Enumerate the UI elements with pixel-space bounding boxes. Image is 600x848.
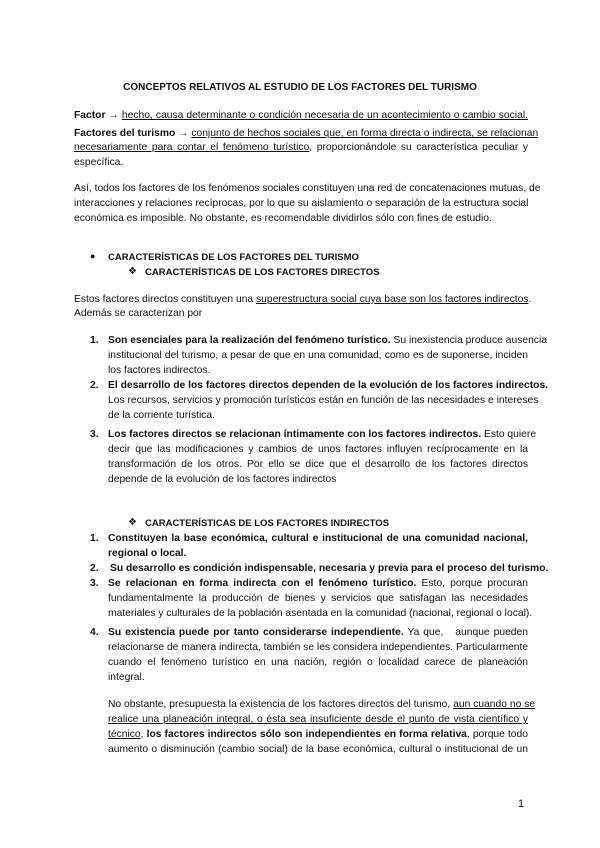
directos-item-2-line-3: de la corriente turística.	[108, 410, 216, 421]
indirectos-item-3-rest: Esto, porque procuran	[416, 578, 528, 589]
list-number: 3.	[90, 578, 99, 589]
list-number: 4.	[90, 627, 99, 638]
diamond-bullet-icon: ❖	[128, 517, 137, 528]
list-number: 2.	[90, 563, 99, 574]
directos-item-1-rest: Su inexistencia produce ausencia	[390, 335, 547, 346]
closing-line-2: realice una planeación integral, o ésta sea insuficiente desde el punto de vista científico y	[108, 714, 528, 725]
directos-item-1-line-3: los factores indirectos.	[108, 365, 211, 376]
directos-item-3-line-4: depende de la evolución de los factores indirectos	[108, 474, 337, 485]
heading-caracteristicas: CARACTERÍSTICAS DE LOS FACTORES DEL TURISMO	[108, 252, 359, 263]
closing-text-1: No obstante, presupuesta la existencia de los factores directos del turismo,	[108, 699, 451, 710]
indirectos-item-3-line-3: materiales y culturales de la población asentada en la comunidad (nacional, regional o local).	[108, 608, 533, 619]
closing-bold: los factores indirectos sólo son independientes en forma relativa	[146, 729, 467, 740]
closing-underlined-1: aun cuando no se	[453, 699, 536, 710]
directos-item-1-line-1	[108, 335, 547, 347]
directos-item-3-line-3: transformación de los otros. Por ello se dice que el desarrollo de los factores directos	[108, 459, 528, 470]
definition-factor	[74, 110, 528, 122]
indirectos-item-3-line-1	[108, 578, 528, 590]
indirectos-item-3-bold: Se relacionan en forma indirecta con el fenómeno turístico.	[108, 578, 417, 589]
definition-factores-turismo-line3: específica.	[74, 157, 124, 168]
arrow-icon: →	[178, 128, 189, 139]
indirectos-item-4-line-1	[108, 627, 528, 639]
closing-line-1	[108, 699, 536, 711]
bullet-icon: ●	[90, 251, 96, 261]
directos-item-2-line-2: Los recursos, servicios y promoción turísticos están en función de las necesidades e intereses	[108, 395, 539, 406]
factores-turismo-label: Factores del turismo	[74, 128, 176, 139]
indirectos-item-4-bold: Su existencia puede por tanto considerarse independiente.	[108, 627, 404, 638]
intro-line-1: Así, todos los factores de los fenómenos sociales constituyen una red de concatenaciones mutuas, de	[74, 183, 541, 194]
definition-factores-turismo-line1	[74, 128, 539, 140]
directos-item-3-line-1	[108, 429, 537, 441]
list-number: 2.	[90, 380, 99, 391]
directos-intro-line-1	[74, 294, 532, 306]
directos-item-2-bold: El desarrollo de los factores directos dependen de la evolución de los factores indirectos.	[108, 380, 549, 391]
closing-comma: ,	[140, 729, 144, 740]
closing-rest: , porque todo	[466, 729, 528, 740]
directos-item-1-line-2: institucional del turismo, a pesar de que en una comunidad, como es de suponerse, inciden	[108, 350, 528, 361]
factor-label: Factor	[74, 110, 106, 121]
directos-intro-line-2: Además se caracterizan por	[74, 308, 203, 319]
document-title: CONCEPTOS RELATIVOS AL ESTUDIO DE LOS FACTORES DEL TURISMO	[123, 82, 477, 93]
indirectos-item-3-line-2: fundamentalmente la producción de bienes y servicios que satisfagan las necesidades	[108, 593, 528, 604]
definition-factores-turismo-line2	[74, 142, 528, 154]
indirectos-item-4-line-2: relacionarse de manera indirecta, también se les considera independientes. Particularmente	[108, 642, 529, 653]
list-number: 1.	[90, 533, 99, 544]
diamond-bullet-icon: ❖	[128, 266, 137, 277]
factores-turismo-def-1: conjunto de hechos sociales que, en forma directa o indirecta, se relacionan	[191, 128, 539, 139]
directos-item-1-bold: Son esenciales para la realización del fenómeno turístico.	[108, 335, 391, 346]
directos-intro-period: .	[528, 294, 532, 305]
arrow-icon: →	[108, 110, 119, 121]
factor-definition: hecho, causa determinante o condición necesaria de un acontecimiento o cambio social.	[121, 110, 528, 121]
factores-turismo-def-2: necesariamente para contar el fenómeno turístico	[74, 142, 310, 153]
intro-line-2: interacciones y relaciones recíprocas, por lo que su aislamiento o separación de la estructura social	[74, 198, 529, 209]
intro-line-3: económica es imposible. No obstante, es recomendable dividirlos sólo con fines de estudio.	[74, 213, 492, 224]
directos-item-3-rest: Esto quiere	[481, 429, 537, 440]
closing-underlined-3: técnico	[108, 729, 141, 740]
heading-factores-indirectos: CARACTERÍSTICAS DE LOS FACTORES INDIRECTOS	[145, 518, 390, 529]
factores-turismo-def-2-rest: , proporcionándole su característica peculiar y	[309, 142, 528, 153]
directos-item-3-bold: Los factores directos se relacionan íntimamente con los factores indirectos.	[108, 429, 482, 440]
indirectos-item-2-line-1: Su desarrollo es condición indispensable, necesaria y previa para el proceso del turismo.	[110, 563, 549, 574]
closing-line-4: aumento o disminución (cambio social) de la base económica, cultural o institucional de un	[108, 744, 528, 755]
closing-line-3	[108, 729, 528, 741]
heading-factores-directos: CARACTERÍSTICAS DE LOS FACTORES DIRECTOS	[145, 267, 380, 278]
indirectos-item-4-rest: Ya que, aunque pueden	[403, 627, 528, 638]
indirectos-item-4-line-3: cuando el fenómeno turístico en una nación, región o localidad carece de planeación	[108, 657, 528, 668]
page-number: 1	[518, 798, 525, 810]
directos-intro-underlined: superestructura social cuya base son los factores indirectos	[256, 294, 529, 305]
list-number: 3.	[90, 429, 99, 440]
list-number: 1.	[90, 335, 99, 346]
directos-item-3-line-2: decir que las modificaciones y cambios de unos factores influyen recíprocamente en la	[108, 444, 528, 455]
directos-intro-text: Estos factores directos constituyen una	[74, 294, 254, 305]
indirectos-item-4-line-4: integral.	[108, 672, 145, 683]
indirectos-item-1-line-2: regional o local.	[108, 548, 187, 559]
indirectos-item-1-line-1: Constituyen la base económica, cultural e institucional de una comunidad nacional,	[108, 533, 528, 544]
